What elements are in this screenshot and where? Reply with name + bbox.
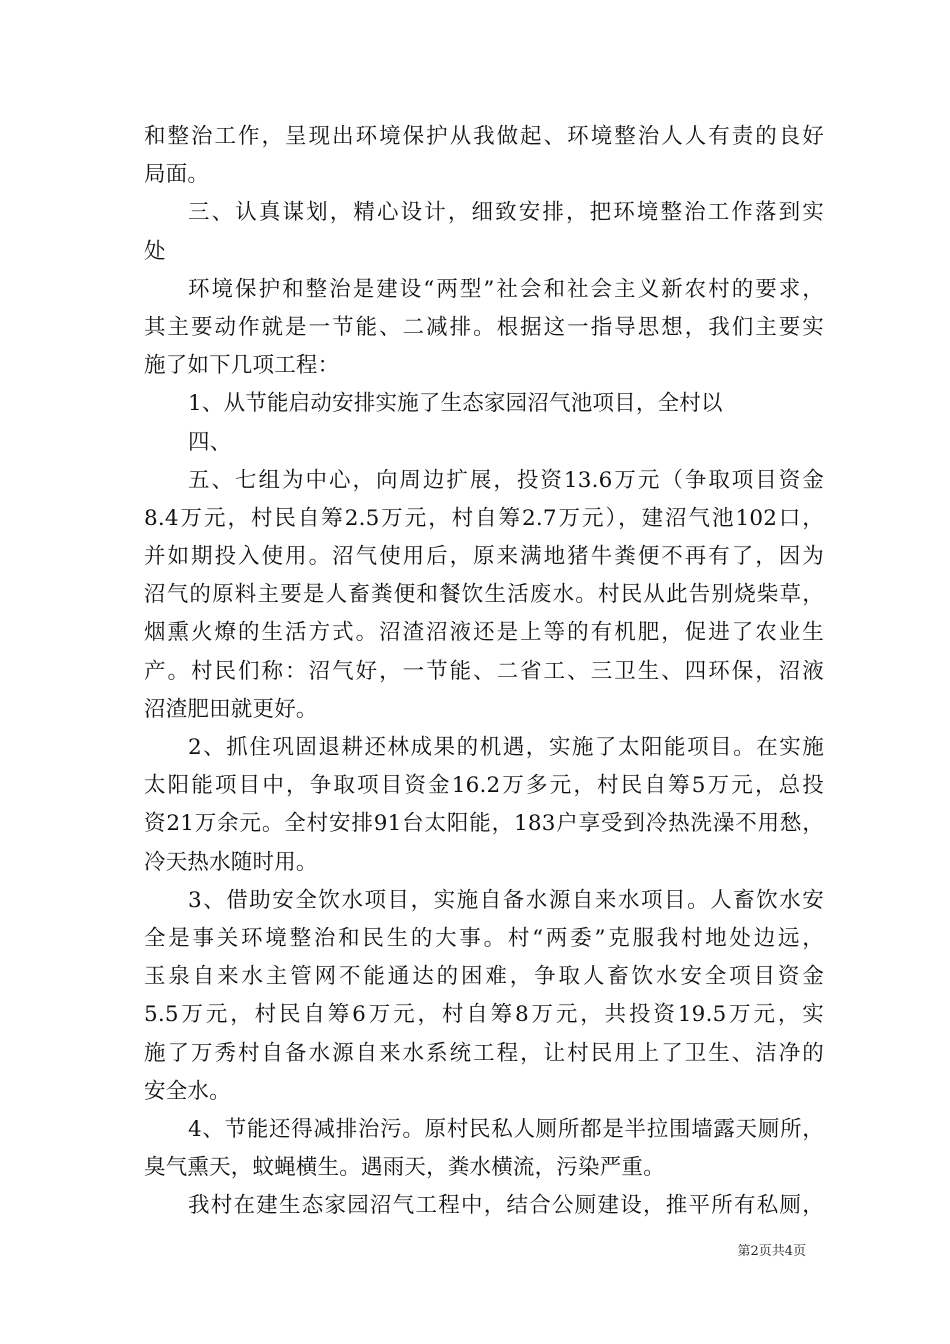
- section-heading-continued: 处: [144, 238, 166, 264]
- text-line: 我村在建生态家园沼气工程中，结合公厕建设，推平所有私厕，: [188, 1193, 824, 1219]
- list-item-4: 4、节能还得减排治污。原村民私人厕所都是半拉围墙露天厕所，: [188, 1116, 824, 1142]
- text-line: 和整治工作，呈现出环境保护从我做起、环境整治人人有责的良好: [144, 124, 824, 149]
- text-line: 四、: [188, 429, 232, 455]
- text-line: 并如期投入使用。沼气使用后，原来满地猪牛粪便不再有了，因为: [144, 544, 824, 570]
- list-item-1: 1、从节能启动安排实施了生态家园沼气池项目，全村以: [188, 391, 723, 417]
- text-line: 安全水。: [144, 1078, 231, 1104]
- text-line: 太阳能项目中，争取项目资金16.2万多元，村民自筹5万元，总投: [144, 773, 824, 799]
- text-line: 玉泉自来水主管网不能通达的困难，争取人畜饮水安全项目资金: [144, 964, 824, 990]
- text-line: 其主要动作就是一节能、二减排。根据这一指导思想，我们主要实: [144, 314, 824, 340]
- text-line: 施了万秀村自备水源自来水系统工程，让村民用上了卫生、洁净的: [144, 1040, 824, 1066]
- text-line: 五、七组为中心，向周边扩展，投资13.6万元（争取项目资金: [188, 467, 824, 493]
- text-line: 资21万余元。全村安排91台太阳能，183户享受到冷热洗澡不用愁，: [144, 811, 824, 837]
- text-line: 烟熏火燎的生活方式。沼渣沼液还是上等的有机肥，促进了农业生: [144, 620, 824, 646]
- text-line: 环境保护和整治是建设“两型”社会和社会主义新农村的要求，: [188, 276, 824, 302]
- text-line: 冷天热水随时用。: [144, 849, 318, 875]
- text-line: 臭气熏天，蚊蝇横生。遇雨天，粪水横流，污染严重。: [144, 1155, 665, 1181]
- page-number: 第2页共4页: [737, 1244, 806, 1259]
- text-line: 产。村民们称：沼气好，一节能、二省工、三卫生、四环保，沼液: [144, 658, 824, 684]
- body-text: [144, 118, 824, 1225]
- text-line: 沼气的原料主要是人畜粪便和餐饮生活废水。村民从此告别烧柴草，: [144, 582, 824, 608]
- list-item-3: 3、借助安全饮水项目，实施自备水源自来水项目。人畜饮水安: [188, 887, 824, 913]
- text-line: 施了如下几项工程：: [144, 353, 340, 379]
- text-line: 8.4万元，村民自筹2.5万元，村自筹2.7万元），建沼气池102口，: [144, 505, 824, 531]
- text-line: 全是事关环境整治和民生的大事。村“两委”克服我村地处边远，: [144, 925, 824, 951]
- text-line: 沼渣肥田就更好。: [144, 696, 318, 722]
- list-item-2: 2、抓住巩固退耕还林成果的机遇，实施了太阳能项目。在实施: [188, 735, 824, 760]
- section-heading: 三、认真谋划，精心设计，细致安排，把环境整治工作落到实: [188, 200, 824, 226]
- text-line: 5.5万元，村民自筹6万元，村自筹8万元，共投资19.5万元，实: [144, 1002, 824, 1028]
- text-line: 局面。: [144, 162, 210, 188]
